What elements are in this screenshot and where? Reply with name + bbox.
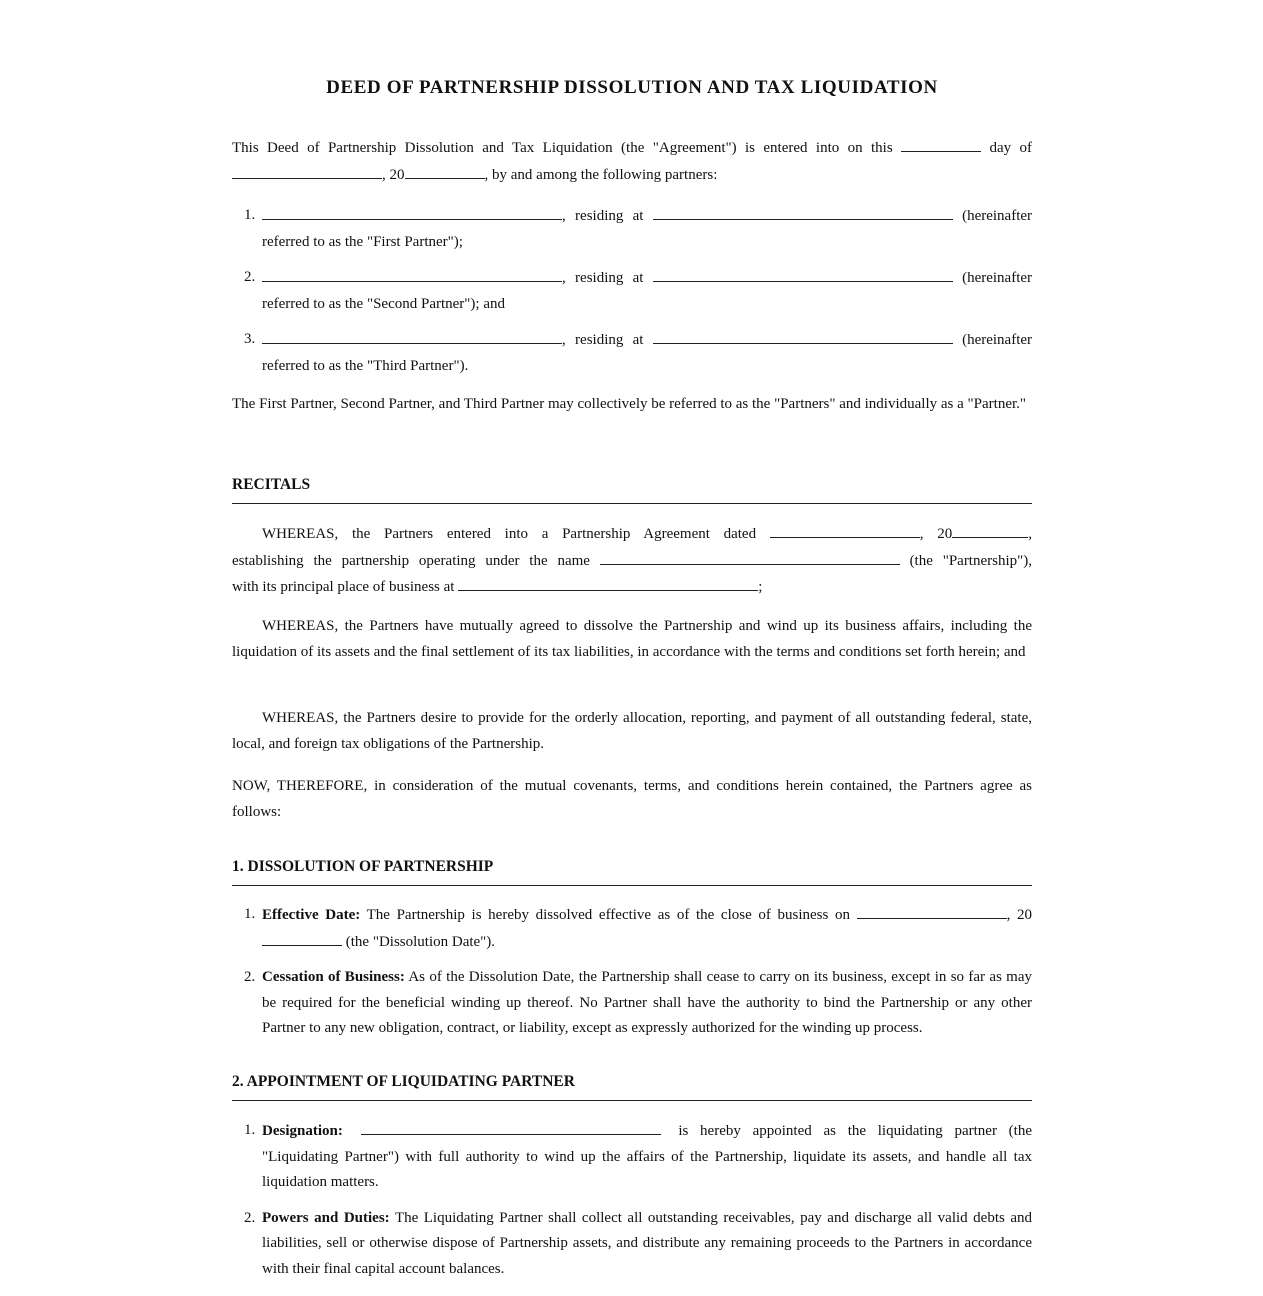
intro-text-4: , by and among the following partners: [484, 166, 718, 183]
partner-number: 3. [244, 331, 256, 347]
effective-date-item [232, 902, 1032, 955]
year-prefix: , 20 [1006, 907, 1033, 923]
hereinafter-text: (hereinafter [962, 332, 1033, 348]
partner-number: 1. [244, 207, 256, 223]
cessation-item [232, 965, 1032, 1042]
third-partner-reference: referred to as the "Third Partner"). [262, 357, 469, 374]
partner-item-3 [232, 327, 1032, 379]
whereas-2: WHEREAS, the Partners have mutually agreed to dissolve the Partnership and wind up its business affairs, including the liquidation of its assets and the final settlement of its tax liabilities, in accordance with the terms and conditions set forth herein; and [232, 618, 1032, 660]
first-partner-reference: referred to as the "First Partner"); [262, 233, 463, 250]
second-partner-name-blank[interactable] [262, 265, 562, 282]
hereinafter-text: (hereinafter [962, 208, 1033, 224]
now-therefore-paragraph: NOW, THEREFORE, in consideration of the mutual covenants, terms, and conditions herein contained, the Partners agree as follows: [232, 778, 1032, 820]
hereinafter-text: (hereinafter [962, 270, 1033, 286]
agreement-day-blank[interactable] [901, 135, 981, 152]
second-partner-reference: referred to as the "Second Partner"); and [262, 295, 505, 312]
designation-label: Designation: [262, 1123, 343, 1139]
recitals-heading: RECITALS [232, 476, 1032, 504]
partners-list [232, 203, 1032, 379]
comma: , [1028, 526, 1032, 542]
powers-duties-item [232, 1206, 1032, 1283]
partner-item-1 [232, 203, 1032, 255]
partnership-agreement-year-blank[interactable] [952, 521, 1028, 538]
cessation-text: As of the Dissolution Date, the Partnership shall cease to carry on its business, except in so far as may be required for the beneficial winding up thereof. No Partner shall have the authority to bind the Partnership or any other Partner to any new obligation, contract, or liability, except as expressly authorized for the winding up process. [262, 969, 1032, 1036]
whereas-1-text-4: with its principal place of business at [232, 579, 455, 595]
section-1-heading: 1. DISSOLUTION OF PARTNERSHIP [232, 858, 1032, 886]
liquidating-partner-name-blank[interactable] [361, 1118, 661, 1135]
effective-date-text: The Partnership is hereby dissolved effective as of the close of business on [366, 907, 850, 923]
first-partner-address-blank[interactable] [653, 203, 953, 220]
residing-at-text: , residing at [562, 208, 644, 224]
section-2-heading: 2. APPOINTMENT OF LIQUIDATING PARTNER [232, 1073, 1032, 1101]
whereas-1-text-2: establishing the partnership operating under the name [232, 552, 590, 569]
whereas-1-text: WHEREAS, the Partners entered into a Partnership Agreement dated [262, 526, 757, 542]
whereas-3: WHEREAS, the Partners desire to provide for the orderly allocation, reporting, and payment of all outstanding federal, state, local, and foreign tax obligations of the Partnership. [232, 710, 1032, 752]
whereas-1 [232, 521, 1032, 601]
powers-duties-label: Powers and Duties: [262, 1209, 390, 1226]
third-partner-name-blank[interactable] [262, 327, 562, 344]
dissolution-date-tail: (the "Dissolution Date"). [345, 933, 496, 950]
residing-at-text: , residing at [562, 270, 644, 286]
section-2-list [232, 1118, 1032, 1282]
semicolon: ; [758, 579, 763, 595]
designation-text: is hereby appointed as the liquidating partner (the "Liquidating Partner") with full authority to wind up the affairs of the Partnership, liquidate its assets, and handle all tax liquidation matters. [262, 1123, 1033, 1190]
document-title: DEED OF PARTNERSHIP DISSOLUTION AND TAX LIQUIDATION [326, 77, 938, 98]
dissolution-date-blank[interactable] [857, 902, 1007, 919]
whereas-1-text-3: (the "Partnership"), [909, 552, 1033, 569]
intro-text-1: This Deed of Partnership Dissolution and Tax Liquidation (the "Agreement") is entered into on this [232, 140, 893, 156]
second-partner-address-blank[interactable] [653, 265, 953, 282]
designation-item [232, 1118, 1032, 1196]
cessation-label: Cessation of Business: [262, 969, 405, 985]
agreement-year-blank[interactable] [405, 162, 485, 179]
third-partner-address-blank[interactable] [653, 327, 953, 344]
item-number: 1. [244, 1122, 256, 1138]
agreement-month-blank[interactable] [232, 162, 382, 179]
partner-item-2 [232, 265, 1032, 317]
item-number: 1. [244, 906, 256, 922]
item-number: 2. [244, 969, 256, 985]
residing-at-text: , residing at [562, 332, 644, 348]
principal-place-blank[interactable] [458, 574, 758, 591]
intro-paragraph [232, 135, 1032, 188]
intro-text-2: day of [989, 140, 1033, 156]
first-partner-name-blank[interactable] [262, 203, 562, 220]
intro-text-3: , 20 [382, 166, 405, 183]
collective-paragraph: The First Partner, Second Partner, and Third Partner may collectively be referred to as the "Partners" and individually as a "Partner." [232, 396, 1027, 412]
year-prefix: , 20 [919, 526, 953, 542]
effective-date-label: Effective Date: [262, 907, 361, 923]
item-number: 2. [244, 1209, 256, 1226]
powers-duties-text: The Liquidating Partner shall collect all outstanding receivables, pay and discharge all valid debts and liabilities, sell or otherwise dispose of Partnership assets, and distribute any remaining proceeds to the Partners in accordance with their final capital account balances. [262, 1209, 1033, 1277]
section-1-list [232, 902, 1032, 1042]
partnership-agreement-date-blank[interactable] [770, 521, 920, 538]
partnership-name-blank[interactable] [600, 548, 900, 565]
partner-number: 2. [244, 269, 256, 285]
dissolution-year-blank[interactable] [262, 929, 342, 946]
